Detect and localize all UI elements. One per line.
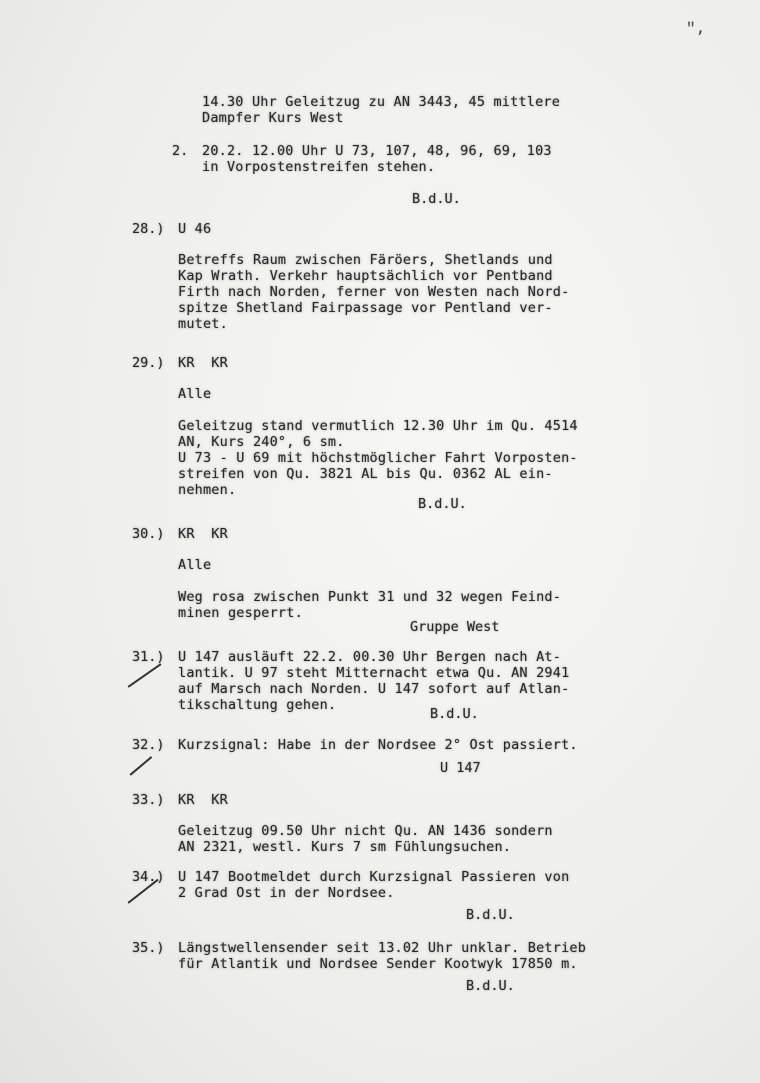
entry-header: KR KR (178, 526, 228, 542)
text-line: Geleitzug 09.50 Uhr nicht Qu. AN 1436 sondern (178, 823, 553, 839)
text-line: 2 Grad Ost in der Nordsee. (178, 885, 395, 901)
entry-number: 35.) (132, 940, 165, 956)
item-number: 2. (172, 143, 189, 159)
text-line: 14.30 Uhr Geleitzug zu AN 3443, 45 mittlere (202, 94, 561, 110)
text-line: für Atlantik und Nordsee Sender Kootwyk 17850 m. (178, 956, 578, 972)
text-line: AN 2321, westl. Kurs 7 sm Fühlungsuchen. (178, 839, 512, 855)
signature: Gruppe West (410, 619, 500, 635)
text-line: Kurzsignal: Habe in der Nordsee 2° Ost passiert. (178, 737, 578, 753)
check-mark (128, 663, 162, 687)
text-line: 20.2. 12.00 Uhr U 73, 107, 48, 96, 69, 103 (202, 143, 552, 159)
entry-number: 34.) (132, 869, 165, 885)
text-line: U 147 Bootmeldet durch Kurzsignal Passieren von (178, 869, 570, 885)
text-line: auf Marsch nach Norden. U 147 sofort auf Atlan- (178, 681, 570, 697)
entry-addressee: Alle (178, 557, 212, 573)
signature: B.d.U. (466, 907, 515, 923)
text-line: Dampfer Kurs West (202, 110, 344, 126)
check-mark (130, 756, 152, 775)
entry-number: 28.) (132, 221, 165, 237)
text-line: Betreffs Raum zwischen Färöers, Shetlands und (178, 252, 553, 268)
entry-addressee: U 46 (178, 221, 212, 237)
signature: U 147 (440, 760, 481, 776)
text-line: U 73 - U 69 mit höchstmöglicher Fahrt Vorposten- (178, 450, 578, 466)
signature: B.d.U. (412, 191, 461, 207)
text-line: spitze Shetland Fairpassage vor Pentland ver- (178, 300, 553, 316)
entry-number: 32.) (132, 737, 165, 753)
text-line: mutet. (178, 316, 228, 332)
entry-header: KR KR (178, 355, 228, 371)
signature: B.d.U. (466, 978, 515, 994)
text-line: AN, Kurs 240°, 6 sm. (178, 434, 345, 450)
text-line: minen gesperrt. (178, 605, 303, 621)
text-line: Weg rosa zwischen Punkt 31 und 32 wegen Feind- (178, 589, 562, 605)
text-line: Firth nach Norden, ferner von Westen nach Nord- (178, 284, 570, 300)
text-line: Geleitzug stand vermutlich 12.30 Uhr im Qu. 4514 (178, 418, 578, 434)
text-line: Kap Wrath. Verkehr hauptsächlich vor Pentband (178, 268, 553, 284)
entry-number: 33.) (132, 792, 165, 808)
entry-header: KR KR (178, 792, 228, 808)
corner-handwritten-mark: ʺ, (686, 18, 706, 37)
signature: B.d.U. (418, 496, 467, 512)
text-line: tikschaltung gehen. (178, 697, 337, 713)
text-line: lantik. U 97 steht Mitternacht etwa Qu. AN 2941 (178, 665, 570, 681)
text-line: streifen von Qu. 3821 AL bis Qu. 0362 AL ein- (178, 466, 553, 482)
entry-number: 31.) (132, 649, 165, 665)
text-line: in Vorpostenstreifen stehen. (202, 159, 436, 175)
entry-number: 30.) (132, 526, 165, 542)
text-line: U 147 ausläuft 22.2. 00.30 Uhr Bergen nach At- (178, 649, 562, 665)
entry-number: 29.) (132, 355, 165, 371)
text-line: Längstwellensender seit 13.02 Uhr unklar. Betrieb (178, 940, 587, 956)
text-line: nehmen. (178, 482, 237, 498)
entry-addressee: Alle (178, 386, 212, 402)
signature: B.d.U. (430, 706, 479, 722)
